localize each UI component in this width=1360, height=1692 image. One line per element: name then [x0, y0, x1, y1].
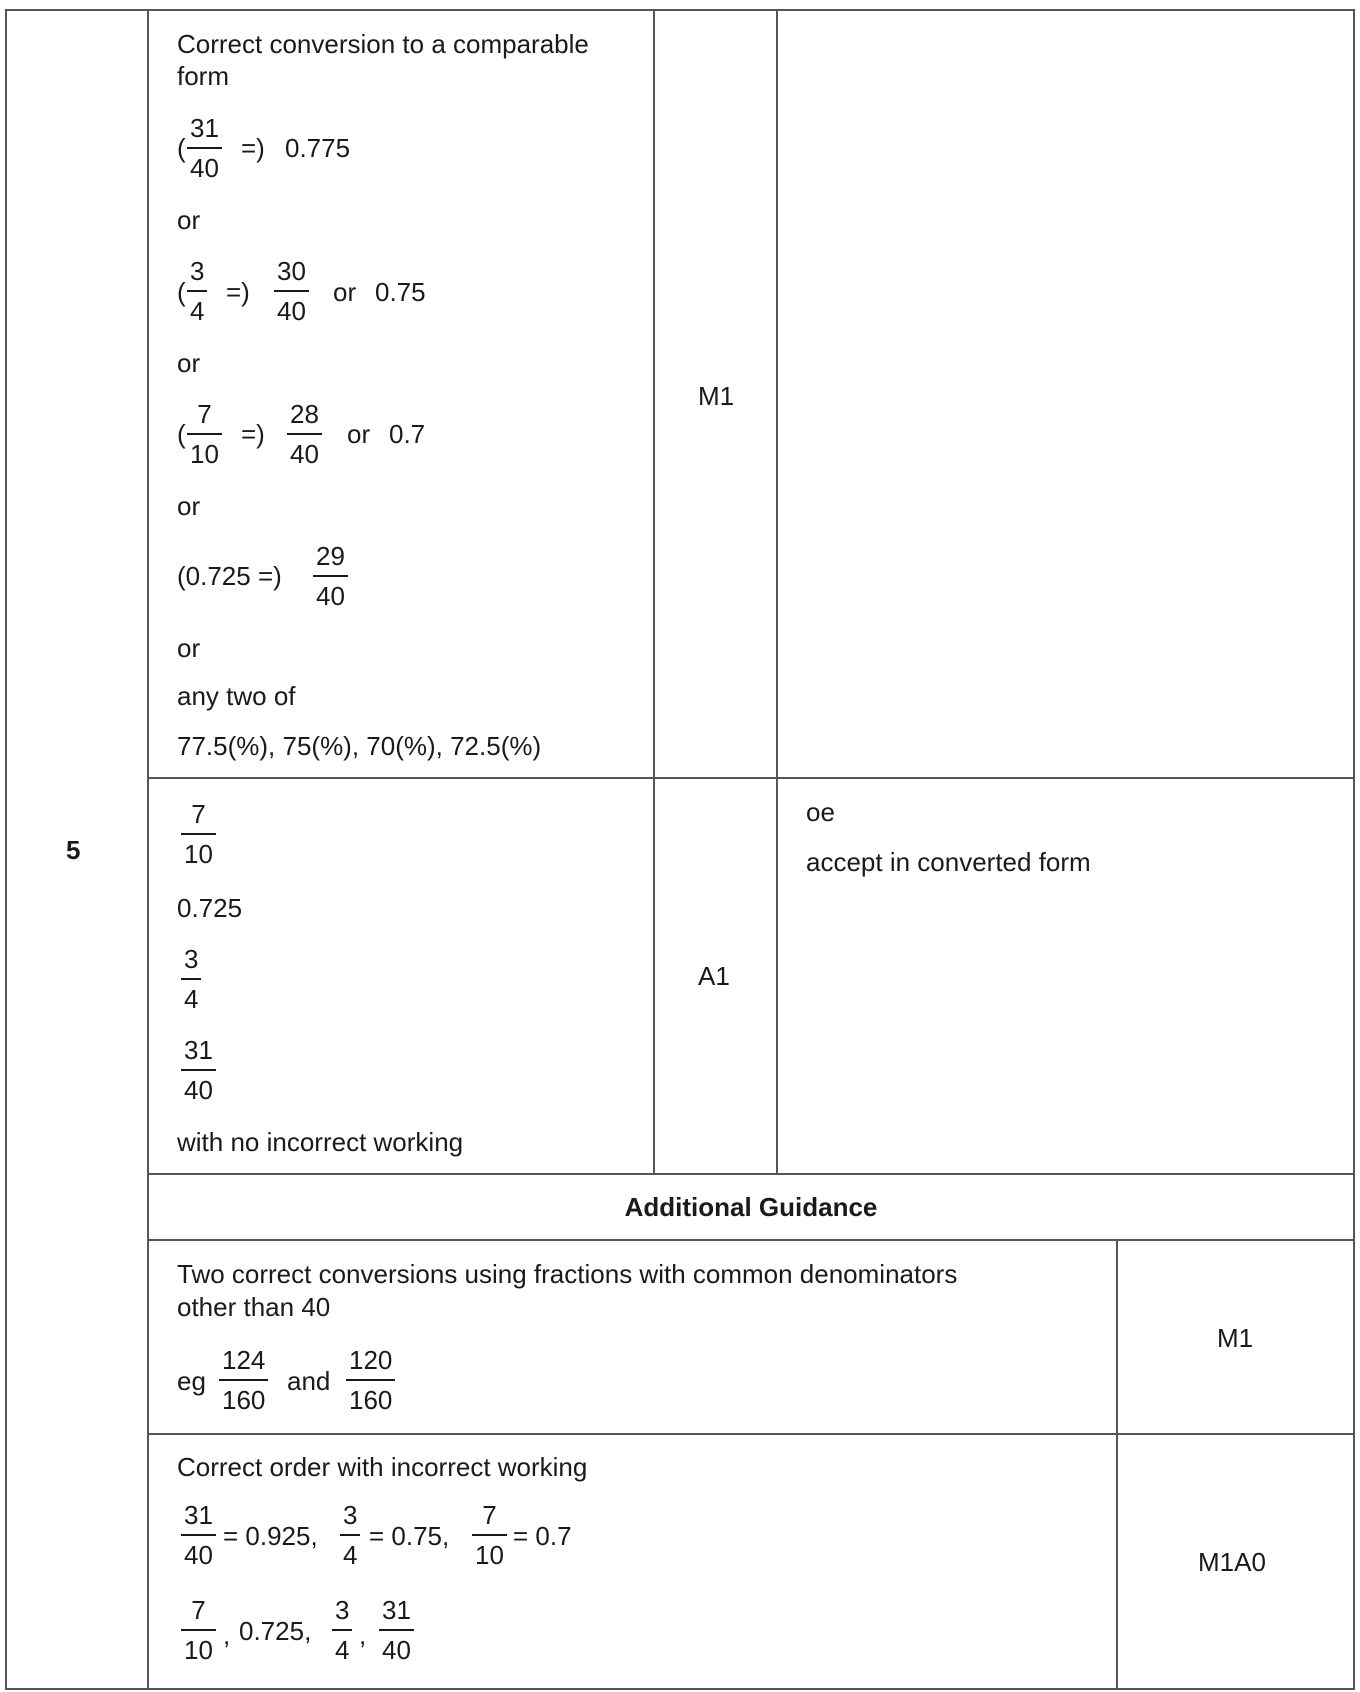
alt4-result-fraction — [313, 541, 348, 611]
guidance-1-a-denominator: 160 — [222, 1385, 266, 1415]
alt2-numerator: 3 — [190, 256, 205, 286]
order-b-3-numerator: 3 — [335, 1595, 350, 1625]
guidance-1-a-numerator: 124 — [222, 1345, 266, 1375]
order-b-4-numerator: 31 — [382, 1595, 411, 1625]
border-bottom — [5, 1688, 1355, 1690]
fraction-bar — [274, 290, 309, 292]
guidance-2-work-fraction-3 — [472, 1500, 507, 1570]
alt2-result-numerator: 30 — [277, 256, 306, 286]
alt1-denominator: 40 — [190, 153, 219, 183]
alt1-result: 0.775 — [285, 133, 351, 163]
or-3: or — [177, 491, 201, 521]
alt3-denominator: 10 — [190, 439, 219, 469]
work-2-value: = 0.75, — [369, 1521, 450, 1551]
work-1-numerator: 31 — [184, 1500, 213, 1530]
work-2-numerator: 3 — [343, 1500, 358, 1530]
guidance-2-order-fraction-4 — [379, 1595, 414, 1665]
guidance-1-b-denominator: 160 — [349, 1385, 393, 1415]
alt2-result-denominator: 40 — [277, 296, 306, 326]
alt3-open-paren: ( — [177, 419, 186, 449]
m1-mark: M1 — [698, 381, 735, 411]
row-divider-1 — [147, 777, 1355, 779]
border-left — [5, 9, 7, 1690]
guidance-1-b-numerator: 120 — [349, 1345, 393, 1375]
m1-heading-line2: form — [177, 61, 229, 91]
mark-col-right — [776, 9, 778, 1175]
guidance-1-fraction-a — [219, 1345, 268, 1415]
fraction-bar — [187, 147, 222, 149]
question-number: 5 — [66, 835, 81, 865]
order-4-numerator: 31 — [184, 1035, 213, 1065]
order-b-1-numerator: 7 — [191, 1595, 206, 1625]
alt2-open-paren: ( — [177, 277, 186, 307]
order-4-denominator: 40 — [184, 1075, 213, 1105]
order-fraction-1 — [181, 799, 216, 869]
alt3-result-fraction — [287, 399, 322, 469]
alt3-or: or — [347, 419, 371, 449]
work-1-value: = 0.925, — [223, 1521, 318, 1551]
alt2-result-fraction — [274, 256, 309, 326]
order-b-3-denominator: 4 — [335, 1635, 350, 1665]
order-b-sep-2: , — [359, 1620, 367, 1650]
alt3-equals: =) — [241, 419, 265, 449]
order-b-decimal: 0.725, — [239, 1616, 312, 1646]
fraction-bar — [181, 1069, 216, 1071]
order-3-numerator: 3 — [184, 944, 199, 974]
alt2-fraction — [187, 256, 207, 326]
comment-oe: oe — [806, 797, 835, 827]
alt1-numerator: 31 — [190, 113, 219, 143]
fraction-bar — [181, 1534, 216, 1536]
alt4-numerator: 29 — [316, 541, 345, 571]
alt5-intro: any two of — [177, 681, 296, 711]
alt5-values: 77.5(%), 75(%), 70(%), 72.5(%) — [177, 731, 542, 761]
a1-mark: A1 — [698, 961, 730, 991]
fraction-bar — [181, 1629, 216, 1631]
guidance-1-line2: other than 40 — [177, 1292, 331, 1322]
order-1-numerator: 7 — [191, 799, 206, 829]
guidance-1-mark: M1 — [1217, 1323, 1254, 1353]
work-2-denominator: 4 — [343, 1540, 358, 1570]
row-divider-3 — [147, 1239, 1355, 1241]
alt2-or: or — [333, 277, 357, 307]
guidance-2-order-fraction-3 — [332, 1595, 352, 1665]
guidance-2-work-fraction-2 — [340, 1500, 360, 1570]
fraction-bar — [181, 833, 216, 835]
guidance-2-mark: M1A0 — [1198, 1547, 1266, 1577]
fraction-bar — [187, 290, 207, 292]
fraction-bar — [181, 978, 201, 980]
work-1-denominator: 40 — [184, 1540, 213, 1570]
work-3-numerator: 7 — [482, 1500, 497, 1530]
alt1-fraction — [187, 113, 222, 183]
qnum-divider — [147, 9, 149, 1690]
guidance-title: Additional Guidance — [624, 1192, 878, 1222]
guidance-mark-col — [1116, 1239, 1118, 1690]
alt3-result-denominator: 40 — [290, 439, 319, 469]
alt2-denominator: 4 — [190, 296, 205, 326]
alt3-numerator: 7 — [197, 399, 212, 429]
guidance-1-eg: eg — [177, 1366, 206, 1396]
work-3-value: = 0.7 — [513, 1521, 572, 1551]
alt3-result-numerator: 28 — [290, 399, 319, 429]
alt4-denominator: 40 — [316, 581, 345, 611]
guidance-2-work-fraction-1 — [181, 1500, 216, 1570]
order-fraction-4 — [181, 1035, 216, 1105]
mark-col-left — [653, 9, 655, 1175]
order-decimal: 0.725 — [177, 893, 243, 923]
fraction-bar — [346, 1379, 395, 1381]
alt3-decimal: 0.7 — [389, 419, 426, 449]
fraction-bar — [340, 1534, 360, 1536]
order-b-1-denominator: 10 — [184, 1635, 213, 1665]
order-fraction-3 — [181, 944, 201, 1014]
guidance-1-fraction-b — [346, 1345, 395, 1415]
m1-heading-line1: Correct conversion to a comparable — [177, 29, 589, 59]
alt1-open-paren: ( — [177, 133, 186, 163]
fraction-bar — [187, 433, 222, 435]
a1-note: with no incorrect working — [177, 1127, 464, 1157]
fraction-bar — [332, 1629, 352, 1631]
alt3-fraction — [187, 399, 222, 469]
order-b-4-denominator: 40 — [382, 1635, 411, 1665]
or-4: or — [177, 633, 201, 663]
order-1-denominator: 10 — [184, 839, 213, 869]
guidance-1-and: and — [287, 1366, 331, 1396]
fraction-bar — [219, 1379, 268, 1381]
border-top — [5, 9, 1355, 11]
fraction-bar — [313, 575, 348, 577]
or-2: or — [177, 348, 201, 378]
work-3-denominator: 10 — [475, 1540, 504, 1570]
alt2-equals: =) — [226, 277, 250, 307]
alt2-decimal: 0.75 — [375, 277, 426, 307]
fraction-bar — [379, 1629, 414, 1631]
guidance-2-order-fraction-1 — [181, 1595, 216, 1665]
alt1-equals: =) — [241, 133, 265, 163]
row-divider-2 — [147, 1173, 1355, 1175]
fraction-bar — [472, 1534, 507, 1536]
order-b-sep-1: , — [223, 1620, 231, 1650]
guidance-2-line1: Correct order with incorrect working — [177, 1452, 588, 1482]
order-3-denominator: 4 — [184, 984, 199, 1014]
or-1: or — [177, 205, 201, 235]
row-divider-4 — [147, 1433, 1355, 1435]
fraction-bar — [287, 433, 322, 435]
comment-converted: accept in converted form — [806, 847, 1091, 877]
border-right — [1353, 9, 1355, 1690]
alt4-lead: (0.725 =) — [177, 561, 282, 591]
guidance-1-line1: Two correct conversions using fractions with common denominators — [177, 1259, 958, 1289]
